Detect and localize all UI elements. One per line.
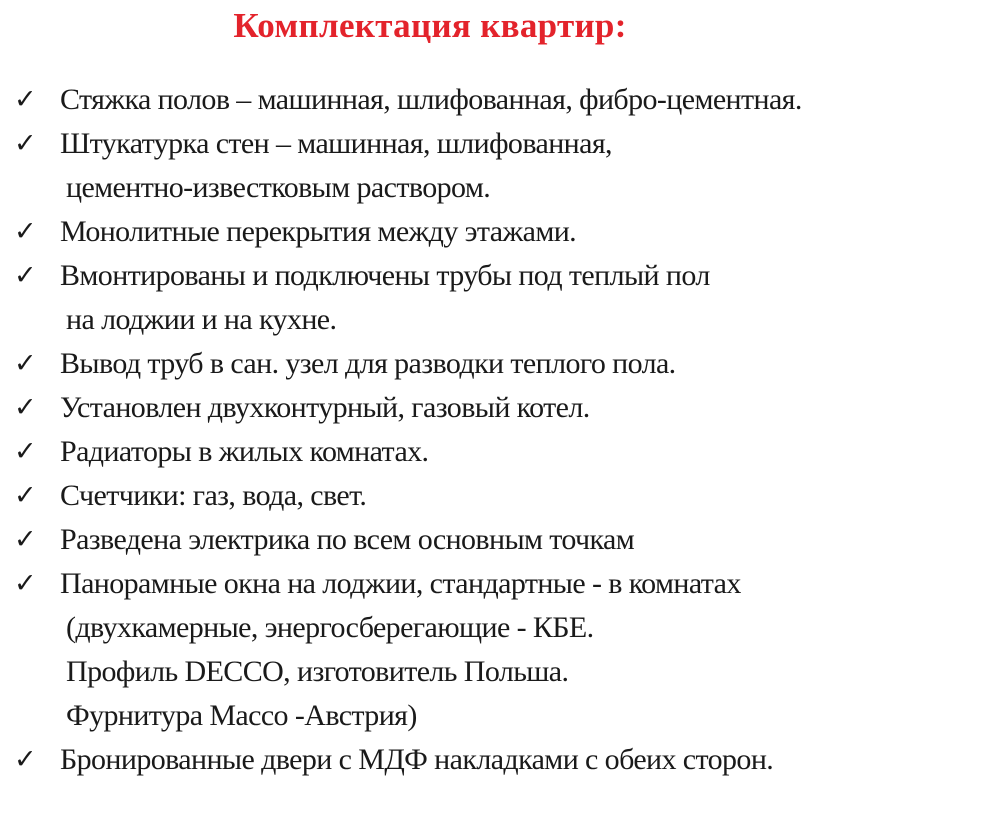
list-item-text [60, 518, 634, 562]
list-item-line: Разведена электрика по всем основным точкам [60, 523, 635, 556]
list-item-line: Установлен двухконтурный, газовый котел. [60, 391, 590, 424]
list-item-text [60, 562, 741, 738]
list-item-text [60, 122, 612, 210]
checkmark-icon: ✓ [14, 84, 37, 115]
list-item-line: цементно-известковым раствором. [66, 171, 491, 204]
checkmark-icon: ✓ [14, 744, 37, 775]
checkmark-icon: ✓ [14, 524, 37, 555]
list-item-line: Стяжка полов – машинная, шлифованная, фибро-цементная. [60, 83, 802, 116]
list-item [14, 518, 994, 562]
checkmark-icon: ✓ [14, 392, 37, 423]
list-item-text [60, 386, 590, 430]
list-item-line: Фурнитура Массо -Австрия) [66, 699, 417, 732]
list-item [14, 474, 994, 518]
equipment-checklist [14, 78, 994, 782]
list-item-line: Профиль DECCO, изготовитель Польша. [66, 655, 569, 688]
list-item-line: Бронированные двери с МДФ накладками с обеих сторон. [60, 743, 774, 776]
checkmark-icon: ✓ [14, 436, 37, 467]
list-item [14, 342, 994, 386]
list-item-line: (двухкамерные, энергосберегающие - КБЕ. [66, 611, 594, 644]
checkmark-icon: ✓ [14, 480, 37, 511]
list-item-text [60, 738, 773, 782]
list-item [14, 210, 994, 254]
list-item [14, 386, 994, 430]
list-item-text [60, 342, 676, 386]
list-item [14, 254, 994, 342]
list-item-line: Счетчики: газ, вода, свет. [60, 479, 367, 512]
list-item-line: Вмонтированы и подключены трубы под теплый пол [60, 259, 710, 292]
list-item [14, 122, 994, 210]
list-item-line: Штукатурка стен – машинная, шлифованная, [60, 127, 612, 160]
list-item-text [60, 210, 576, 254]
list-item [14, 78, 994, 122]
checkmark-icon: ✓ [14, 216, 37, 247]
list-item [14, 430, 994, 474]
page-title: Комплектация квартир: [233, 6, 627, 45]
list-item-text [60, 254, 710, 342]
list-item-line: Вывод труб в сан. узел для разводки теплого пола. [60, 347, 676, 380]
checkmark-icon: ✓ [14, 348, 37, 379]
list-item-line: Монолитные перекрытия между этажами. [60, 215, 577, 248]
checkmark-icon: ✓ [14, 128, 37, 159]
list-item-text [60, 474, 366, 518]
list-item-line: на лоджии и на кухне. [66, 303, 337, 336]
list-item [14, 562, 994, 738]
checkmark-icon: ✓ [14, 260, 37, 291]
list-item [14, 738, 994, 782]
list-item-line: Радиаторы в жилых комнатах. [60, 435, 429, 468]
list-item-line: Панорамные окна на лоджии, стандартные - в комнатах [60, 567, 741, 600]
list-item-text [60, 430, 428, 474]
checkmark-icon: ✓ [14, 568, 37, 599]
list-item-text [60, 78, 802, 122]
